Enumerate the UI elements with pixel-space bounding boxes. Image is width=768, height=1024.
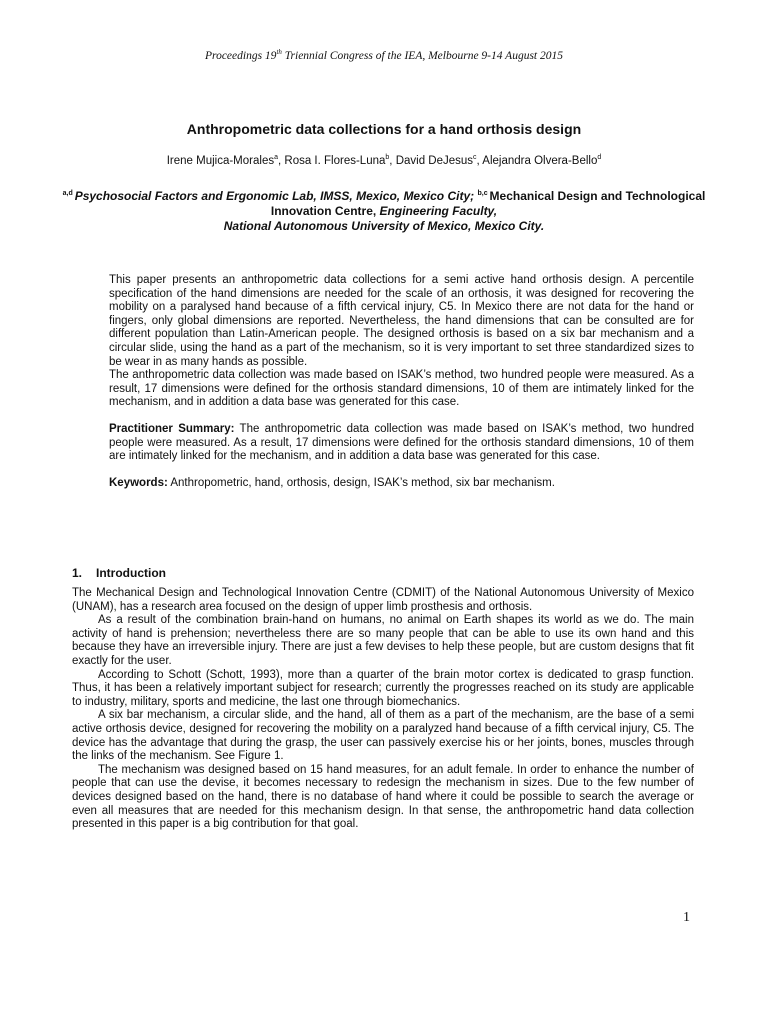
abstract xyxy=(109,274,694,490)
page-number: 1 xyxy=(683,910,690,925)
body-paragraph: As a result of the combination brain-hand on humans, no animal on Earth shapes its world as we do. The main activity of hand is prehension; nevertheless there are so many people that can be able to use its own hand and this because they have an irreversible injury. There are just a few devises to help these people, but are custom designs that fit exactly for the user. xyxy=(72,614,694,667)
author: Irene Mujica-Morales xyxy=(166,154,275,167)
body-paragraph: The Mechanical Design and Technological Innovation Centre (CDMIT) of the National Autonomous University of Mexico (UNAM), has a research area focused on the design of upper limb prosthesis and orthosis. xyxy=(72,587,694,613)
affiliations: $^{a,d}$ Psychosocial Factors and Ergonomic Lab, IMSS, Mexico, Mexico City; $^{b,c}$ Mechanical Design and Technological Innovation Centre, Engineering Faculty, National Autonomous University of Mexico, Mexico City. xyxy=(62,189,706,233)
author: David DeJesus xyxy=(395,154,474,167)
proceedings-header: Proceedings 19th Triennial Congress of the IEA, Melbourne 9-14 August 2015 xyxy=(205,48,563,62)
body-paragraph: According to Schott (Schott, 1993), more than a quarter of the brain motor cortex is dedicated to grasp function. Thus, it has been a relatively important subject for research; currently the progresses reached on its study are applicable to industry, military, sports and medicine, the last one through biomechanics. xyxy=(72,668,694,708)
section-heading-introduction: 1. Introduction xyxy=(72,566,166,580)
introduction-body xyxy=(72,587,694,832)
abstract-paragraph: The anthropometric data collection was made based on ISAK’s method, two hundred people were measured. As a result, 17 dimensions were defined for the orthosis standard dimensions, 10 of them are intimately linked for the mechanism, and in addition a data base was generated for this case. xyxy=(109,369,694,409)
author: Alejandra Olvera-Bello xyxy=(482,154,598,167)
practitioner-summary: Practitioner Summary: The anthropometric data collection was made based on ISAK’s method, two hundred people were measured. As a result, 17 dimensions were defined for the orthosis standard dimensions, 10 of them are intimately linked for the mechanism, and in addition a data base was generated for this case. xyxy=(109,422,694,463)
keywords: Keywords: Anthropometric, hand, orthosis, design, ISAK’s method, six bar mechanism. xyxy=(109,476,555,489)
author: Rosa I. Flores-Luna xyxy=(284,154,386,167)
body-paragraph: The mechanism was designed based on 15 hand measures, for an adult female. In order to enhance the number of people that can use the devise, it becomes necessary to redesign the mechanism in sizes. Due to the few number of devices designed based on the hand, there is no database of hand where it could be possible to search the average or even all measures that are needed for this mechanism design. In that sense, the anthropometric hand data collection presented in this paper is a big contribution for that goal. xyxy=(72,763,694,831)
paper-title: Anthropometric data collections for a hand orthosis design xyxy=(186,121,582,137)
author-list: Irene Mujica-Morales$^a$, Rosa I. Flores-Luna$^b$, David DeJesus$^c$, Alejandra Olvera-Bello$^d$ xyxy=(166,154,602,167)
body-paragraph: A six bar mechanism, a circular slide, and the hand, all of them as a part of the mechanism, are the base of a semi active orthosis device, designed for recovering the mobility on a paralyzed hand because of a fifth cervical injury, C5. The device has the advantage that during the grasp, the user can passively exercise his or her joints, bones, muscles through the links of the mechanism. See Figure 1. xyxy=(72,709,694,763)
abstract-paragraph: This paper presents an anthropometric data collections for a semi active hand orthosis design. A percentile specification of the hand dimensions are needed for the scale of an orthosis, it was designed for recovering the mobility on a paralysed hand because of a fifth cervical injury, C5. In Mexico there are not data for the hand or fingers, only global dimensions are reported. Nevertheless, the hand dimensions that can be consulted are for different population than Latin-American people. The designed orthosis is based on a six bar mechanism and a circular slide, using the hand as a part of the mechanism, so it is very important to set three standardized sizes to be wear in as many hands as possible. xyxy=(109,274,694,368)
